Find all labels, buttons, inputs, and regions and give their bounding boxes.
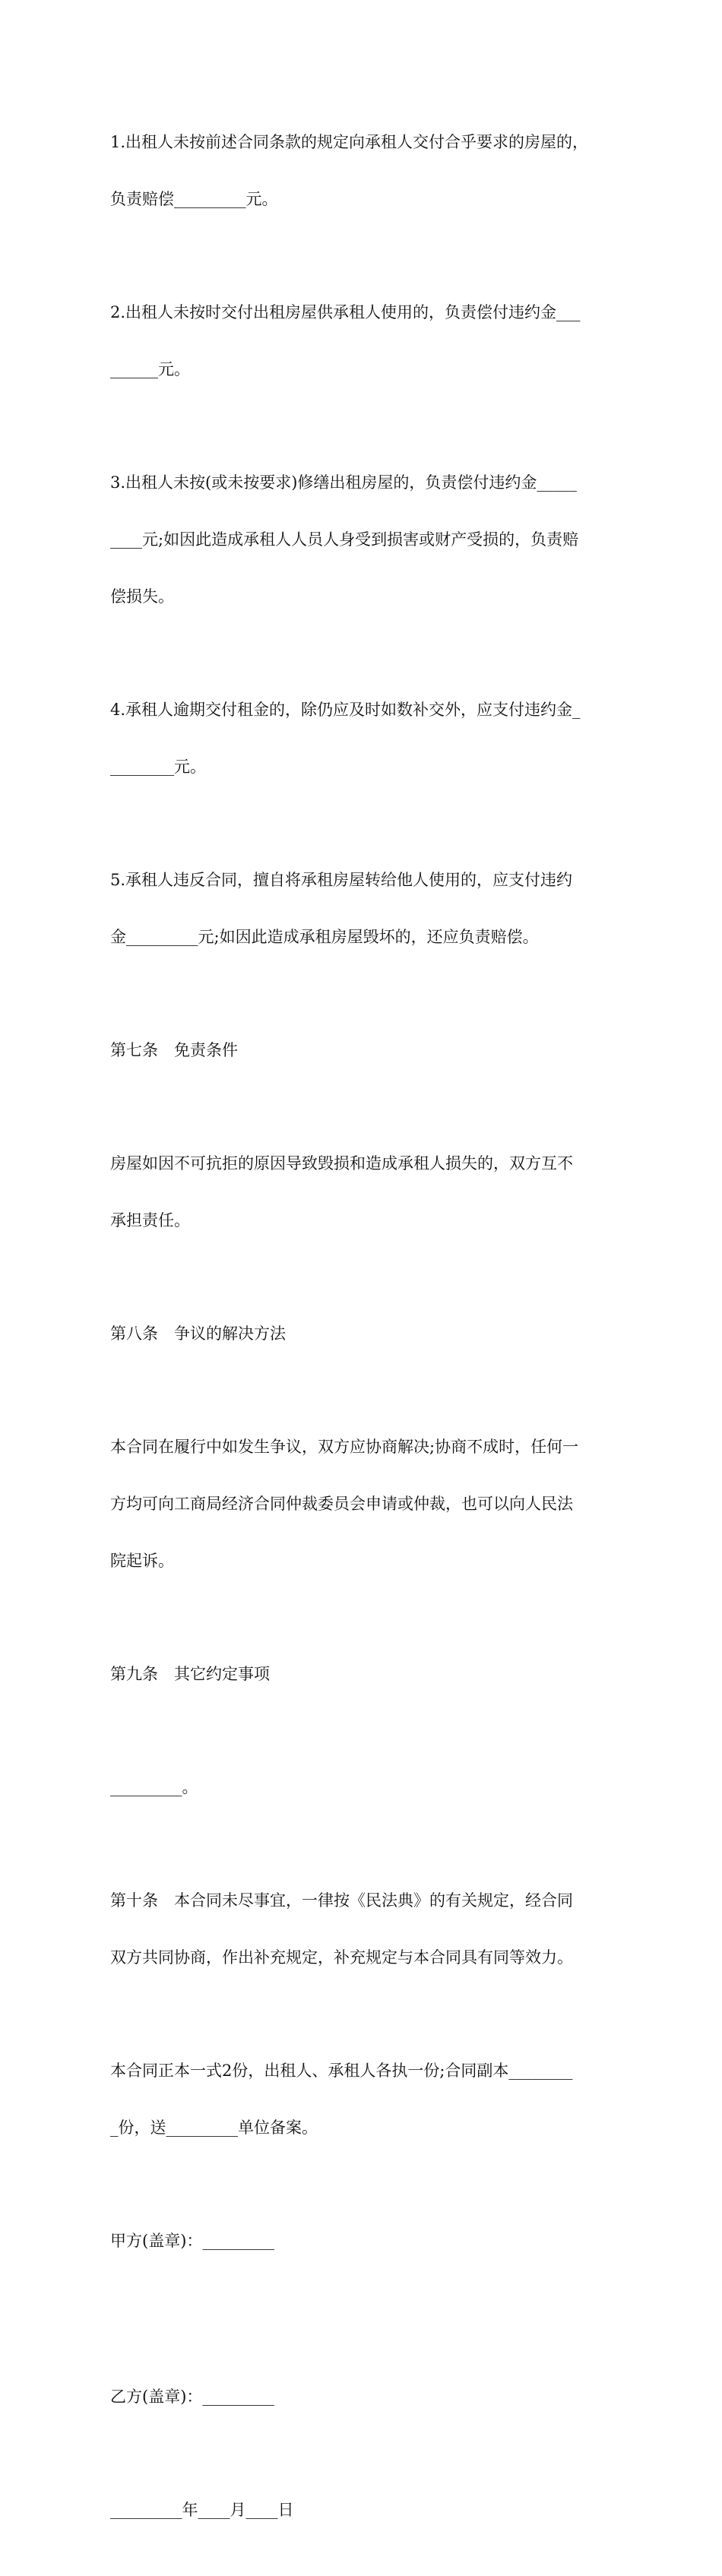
text-line: 1.出租人未按前述合同条款的规定向承租人交付合乎要求的房屋的， <box>110 133 589 151</box>
text-line: ________元。 <box>110 758 206 776</box>
text-line: 房屋如因不可抗拒的原因导致毁损和造成承租人损失的，双方互不 <box>110 1154 573 1172</box>
spacer <box>110 2307 616 2350</box>
text-line: 本合同正本一式2份，出租人、承租人各执一份;合同副本________ <box>110 2062 573 2080</box>
text-line: 第十条 本合同未尽事宜，一律按《民法典》的有关规定，经合同 <box>110 1891 573 1910</box>
date-field: _________年____月____日 <box>110 2501 294 2519</box>
text-line: _份，送_________单位备案。 <box>110 2119 318 2137</box>
date-line <box>110 2463 616 2558</box>
article-8-heading <box>110 1286 616 1381</box>
section-heading: 第八条 争议的解决方法 <box>110 1324 286 1343</box>
text-line: 偿损失。 <box>110 587 174 606</box>
text-line: 双方共同协商，作出补充规定，补充规定与本合同具有同等效力。 <box>110 1948 573 1967</box>
document-page <box>110 95 616 2576</box>
text-line: ____元;如因此造成承租人人员人身受到损害或财产受损的，负责赔 <box>110 530 579 549</box>
clause-penalty-1 <box>110 95 616 247</box>
section-heading: 第九条 其它约定事项 <box>110 1665 270 1683</box>
text-line: 负责赔偿_________元。 <box>110 190 278 208</box>
section-heading: 第七条 免责条件 <box>110 1041 238 1059</box>
text-line: 本合同在履行中如发生争议，双方应协商解决;协商不成时，任何一 <box>110 1438 579 1456</box>
clause-penalty-2 <box>110 265 616 417</box>
article-10 <box>110 1853 616 2005</box>
clause-penalty-4 <box>110 663 616 815</box>
party-b-signature <box>110 2350 616 2445</box>
text-line: _________。 <box>110 1778 198 1796</box>
clause-penalty-5 <box>110 833 616 985</box>
article-9-body <box>110 1740 616 1835</box>
article-7-body <box>110 1116 616 1268</box>
signature-line: 甲方(盖章)：_________ <box>110 2232 274 2250</box>
text-line: 院起诉。 <box>110 1552 174 1570</box>
clause-penalty-3 <box>110 435 616 644</box>
party-a-signature <box>110 2194 616 2289</box>
text-line: 承担责任。 <box>110 1211 190 1229</box>
text-line: 2.出租人未按时交付出租房屋供承租人使用的，负责偿付违约金___ <box>110 303 581 321</box>
text-line: 金_________元;如因此造成承租房屋毁坏的，还应负责赔偿。 <box>110 928 539 946</box>
text-line: 3.出租人未按(或未按要求)修缮出租房屋的，负责偿付违约金_____ <box>110 473 577 492</box>
article-9-heading <box>110 1627 616 1722</box>
article-7-heading <box>110 1003 616 1098</box>
text-line: 4.承租人逾期交付租金的，除仍应及时如数补交外，应支付违约金_ <box>110 701 581 719</box>
copies-clause <box>110 2024 616 2176</box>
text-line: 方均可向工商局经济合同仲裁委员会申请或仲裁，也可以向人民法 <box>110 1495 573 1513</box>
article-8-body <box>110 1400 616 1609</box>
signature-line: 乙方(盖章)：_________ <box>110 2388 274 2406</box>
text-line: 5.承租人违反合同，擅自将承租房屋转给他人使用的，应支付违约 <box>110 871 573 889</box>
text-line: ______元。 <box>110 360 190 378</box>
